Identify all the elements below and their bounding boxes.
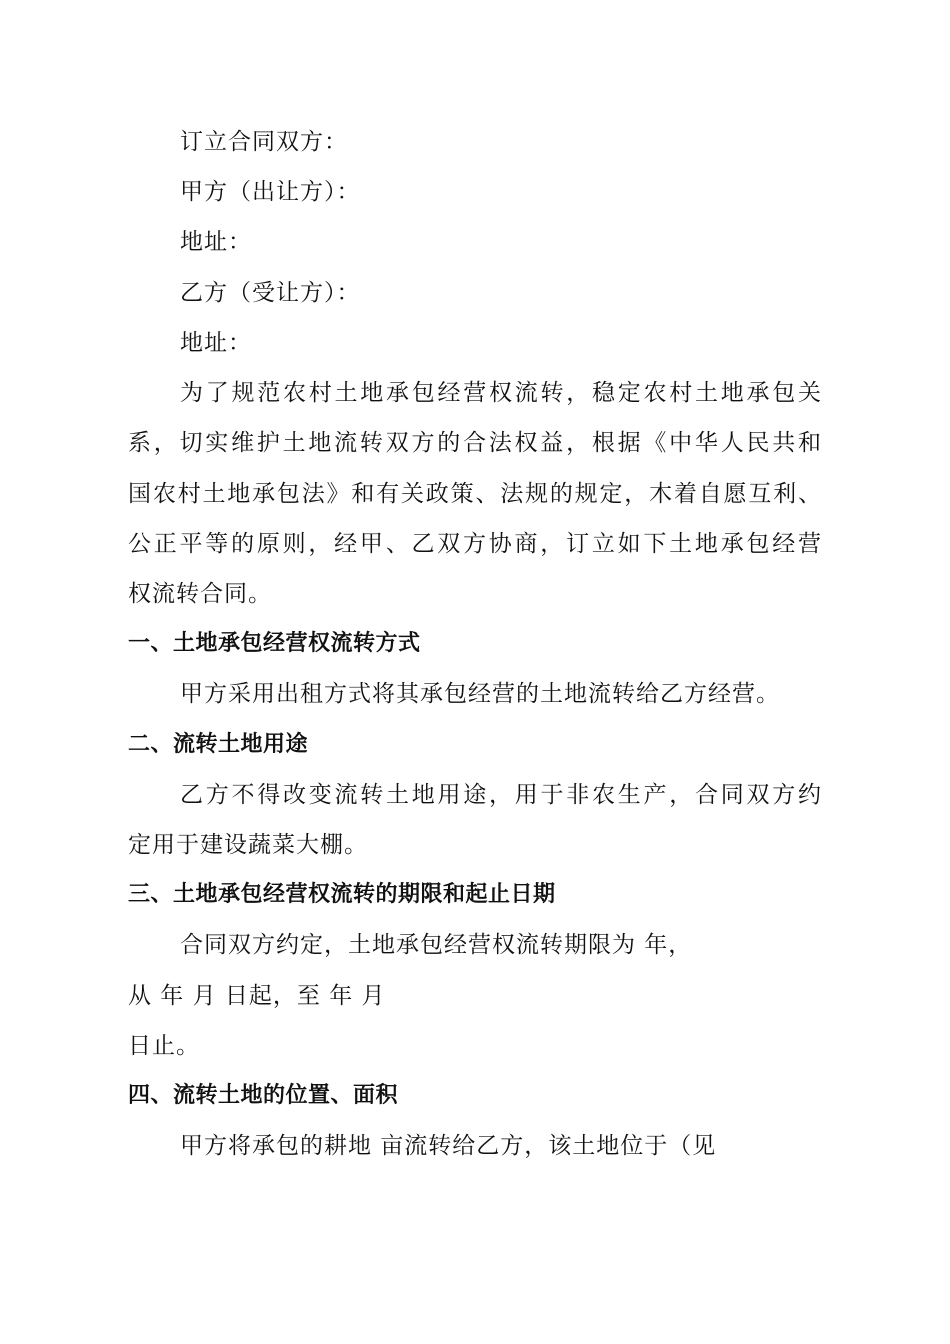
parties-intro: 订立合同双方： <box>180 129 348 155</box>
section-body-line: 合同双方约定，土地承包经营权流转期限为 年， <box>180 932 693 958</box>
party-b-label: 乙方（受让方）： <box>180 280 361 306</box>
party-b-address-label: 地址： <box>180 330 252 356</box>
section-body-line: 从 年 月 日起，至 年 月 <box>128 983 386 1009</box>
section-body-line: 日止。 <box>128 1033 200 1059</box>
preamble-line: 为了规范农村土地承包经营权流转，稳定农村土地承包关 <box>180 380 822 406</box>
preamble-line: 公正平等的原则，经甲、乙双方协商，订立如下土地承包经营 <box>128 531 822 557</box>
preamble-line: 国农村土地承包法》和有关政策、法规的规定，木着自愿互利、 <box>128 481 822 507</box>
section-body-line: 定用于建设蔬菜大棚。 <box>128 832 368 858</box>
section-body-line: 甲方将承包的耕地 亩流转给乙方，该土地位于（见 <box>180 1133 717 1159</box>
party-a-label: 甲方（出让方）： <box>180 179 361 205</box>
section-body-line: 甲方采用出租方式将其承包经营的土地流转给乙方经营。 <box>180 681 780 707</box>
section-heading: 四、流转土地的位置、面积 <box>128 1083 399 1108</box>
section-heading: 二、流转土地用途 <box>128 732 309 757</box>
section-heading: 三、土地承包经营权流转的期限和起止日期 <box>128 882 556 907</box>
party-a-address-label: 地址： <box>180 229 252 255</box>
section-body-line: 乙方不得改变流转土地用途，用于非农生产，合同双方约 <box>180 782 822 808</box>
preamble-line: 系，切实维护土地流转双方的合法权益，根据《中华人民共和 <box>128 430 822 456</box>
preamble-line: 权流转合同。 <box>128 581 272 607</box>
section-heading: 一、土地承包经营权流转方式 <box>128 631 421 656</box>
